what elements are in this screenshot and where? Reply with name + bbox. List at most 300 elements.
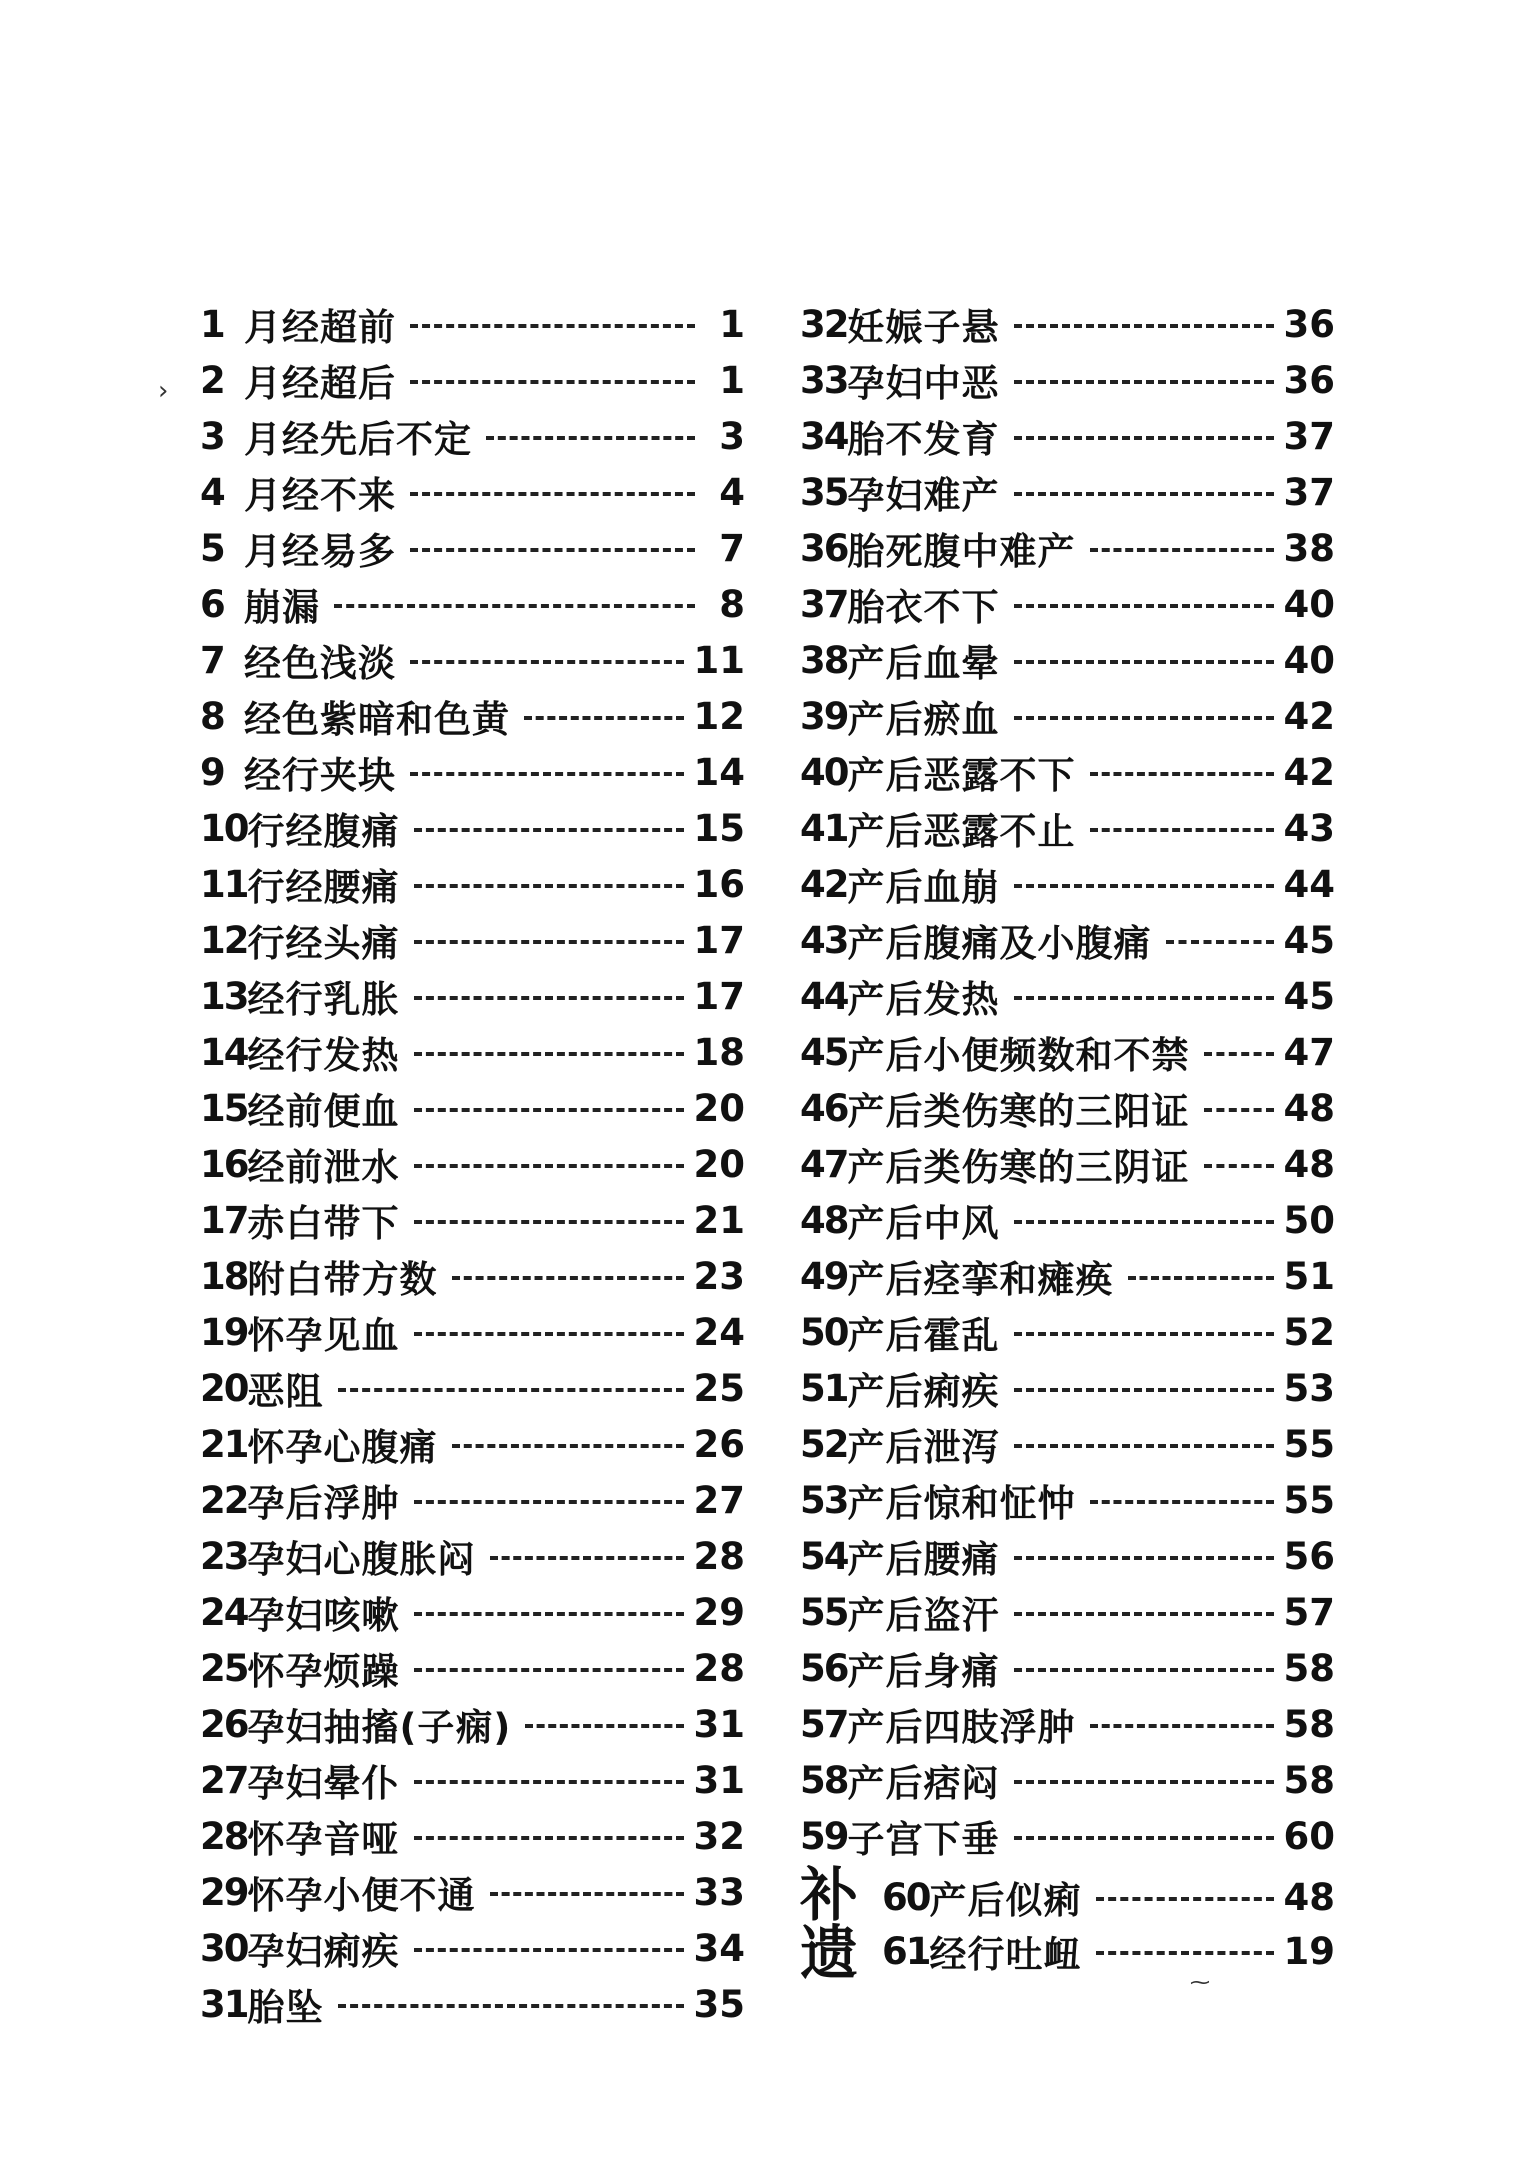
dotted-leader [410,548,695,552]
toc-entry [882,1924,1335,1978]
entry-title: 产后类伤寒的三阳证 [847,1090,1190,1133]
entry-page-number: 12 [693,694,745,738]
entry-page-number: 58 [1283,1758,1335,1802]
dotted-leader [1014,1220,1274,1224]
entry-title: 怀孕小便不通 [247,1874,476,1917]
toc-entry [200,800,745,856]
entry-title: 产后血崩 [847,866,1000,909]
entry-number: 38 [800,638,848,682]
entry-title: 月经超后 [244,362,396,405]
entry-page-number: 8 [719,582,745,626]
entry-page-number: 17 [693,974,745,1018]
toc-entry [200,1136,745,1192]
entry-number: 20 [200,1366,248,1410]
entry-title: 赤白带下 [247,1202,400,1245]
entry-number: 46 [800,1086,848,1130]
entry-title: 怀孕音哑 [247,1818,400,1861]
entry-number: 49 [800,1254,848,1298]
entry-page-number: 48 [1283,1875,1335,1919]
entry-page-number: 17 [693,918,745,962]
toc-entry [800,1360,1335,1416]
entry-page-number: 42 [1283,750,1335,794]
entry-title: 怀孕见血 [247,1314,400,1357]
entry-page-number: 57 [1283,1590,1335,1634]
entry-title: 产后痢疾 [847,1370,1000,1413]
entry-title: 孕后浮肿 [247,1482,400,1525]
entry-page-number: 48 [1283,1086,1335,1130]
dotted-leader [1014,884,1274,888]
entry-title: 产后中风 [847,1202,1000,1245]
entry-title: 孕妇难产 [847,474,1000,517]
toc-entry [200,1752,745,1808]
entry-number: 59 [800,1814,848,1858]
toc-entry [200,520,745,576]
entry-number: 17 [200,1198,248,1242]
entry-page-number: 34 [693,1926,745,1970]
toc-entry [800,1584,1335,1640]
entry-number: 47 [800,1142,848,1186]
dotted-leader [1204,1164,1274,1168]
entry-title: 产后身痛 [847,1650,1000,1693]
dotted-leader [414,940,684,944]
entry-number: 11 [200,862,248,906]
entry-number: 14 [200,1030,248,1074]
entry-title: 经行吐衄 [929,1933,1082,1976]
dotted-leader [490,1556,684,1560]
entry-number: 30 [200,1926,248,1970]
entry-title: 孕妇痢疾 [247,1930,400,1973]
entry-page-number: 47 [1283,1030,1335,1074]
entry-number: 50 [800,1310,848,1354]
entry-page-number: 35 [693,1982,745,2026]
entry-number: 25 [200,1646,248,1690]
entry-title: 经行发热 [247,1034,400,1077]
entry-number: 23 [200,1534,248,1578]
entry-title: 产后痞闷 [847,1762,1000,1805]
toc-entry [800,464,1335,520]
entry-page-number: 50 [1283,1198,1335,1242]
toc-entry [200,576,745,632]
entry-page-number: 7 [719,526,745,570]
entry-number: 56 [800,1646,848,1690]
toc-entry [200,1304,745,1360]
dotted-leader [1090,548,1274,552]
toc-entry [200,464,745,520]
toc-entry [200,1472,745,1528]
toc-entry [800,1696,1335,1752]
toc-right-column [800,296,1335,1987]
entry-page-number: 60 [1283,1814,1335,1858]
dotted-leader [414,996,684,1000]
entry-page-number: 25 [693,1366,745,1410]
toc-entry [200,856,745,912]
scan-speck: ⁓ [1190,1970,1210,1994]
toc-entry [200,1360,745,1416]
toc-entry [200,1192,745,1248]
entry-page-number: 18 [693,1030,745,1074]
entry-number: 8 [200,694,224,738]
dotted-leader [1096,1897,1274,1901]
dotted-leader [1014,1332,1274,1336]
toc-entry [200,1696,745,1752]
dotted-leader [1090,1500,1274,1504]
entry-number: 31 [200,1982,248,2026]
toc-entry [200,1024,745,1080]
entry-title: 孕妇晕仆 [247,1762,400,1805]
toc-entry [800,520,1335,576]
entry-title: 月经先后不定 [244,418,472,461]
scan-speck: › [158,376,169,406]
entry-number: 9 [200,750,224,794]
entry-title: 月经易多 [244,530,396,573]
entry-title: 妊娠子悬 [847,306,1000,349]
dotted-leader [1204,1108,1274,1112]
dotted-leader [1204,1052,1274,1056]
supplement-label: 补遗 [800,1861,853,1987]
toc-entry [800,1024,1335,1080]
toc-entry [200,296,745,352]
entry-number: 15 [200,1086,248,1130]
entry-number: 55 [800,1590,848,1634]
toc-entry [200,1920,745,1976]
entry-title: 孕妇中恶 [847,362,1000,405]
entry-title: 产后痉挛和瘫痪 [847,1258,1114,1301]
dotted-leader [1014,1780,1274,1784]
entry-number: 53 [800,1478,848,1522]
dotted-leader [486,436,695,440]
entry-page-number: 43 [1283,806,1335,850]
toc-entry [800,1080,1335,1136]
dotted-leader [1014,1556,1274,1560]
entry-title: 产后腹痛及小腹痛 [847,922,1152,965]
entry-page-number: 58 [1283,1702,1335,1746]
toc-entry [800,912,1335,968]
entry-title: 行经腰痛 [247,866,400,909]
entry-page-number: 48 [1283,1142,1335,1186]
toc-entry [200,1248,745,1304]
entry-title: 孕妇抽搐(子痫) [247,1706,512,1749]
toc-entry [800,1640,1335,1696]
entry-title: 附白带方数 [247,1258,438,1301]
entry-number: 60 [882,1875,930,1919]
entry-page-number: 23 [693,1254,745,1298]
entry-title: 产后类伤寒的三阴证 [847,1146,1190,1189]
entry-number: 26 [200,1702,248,1746]
dotted-leader [524,716,684,720]
dotted-leader [1014,1612,1274,1616]
entry-number: 37 [800,582,848,626]
entry-title: 产后似痢 [929,1879,1082,1922]
dotted-leader [1014,660,1274,664]
entry-title: 恶阻 [247,1370,324,1413]
toc-entry [800,1752,1335,1808]
entry-number: 40 [800,750,848,794]
toc-entry [800,800,1335,856]
entry-title: 产后霍乱 [847,1314,1000,1357]
dotted-leader [1014,380,1274,384]
dotted-leader [410,772,684,776]
dotted-leader [338,2004,684,2008]
entry-page-number: 40 [1283,582,1335,626]
entry-page-number: 45 [1283,918,1335,962]
toc-entry [200,632,745,688]
entry-title: 产后血晕 [847,642,1000,685]
dotted-leader [1014,1668,1274,1672]
entry-page-number: 31 [693,1702,745,1746]
entry-title: 月经不来 [244,474,396,517]
dotted-leader [414,1948,684,1952]
dotted-leader [1014,436,1274,440]
dotted-leader [1090,1724,1274,1728]
entry-number: 6 [200,582,224,626]
dotted-leader [414,1332,684,1336]
entry-title: 怀孕烦躁 [247,1650,400,1693]
entry-page-number: 3 [719,414,745,458]
toc-entry [800,576,1335,632]
entry-page-number: 28 [693,1534,745,1578]
entry-title: 产后泄泻 [847,1426,1000,1469]
supplement-entries [882,1870,1335,1978]
dotted-leader [1096,1951,1274,1955]
entry-title: 胎死腹中难产 [847,530,1076,573]
dotted-leader [1128,1276,1274,1280]
entry-title: 崩漏 [244,586,320,629]
entry-page-number: 27 [693,1478,745,1522]
entry-page-number: 20 [693,1142,745,1186]
dotted-leader [414,884,684,888]
entry-number: 34 [800,414,848,458]
dotted-leader [410,660,684,664]
dotted-leader [1014,604,1274,608]
entry-page-number: 1 [719,302,745,346]
entry-page-number: 55 [1283,1478,1335,1522]
entry-page-number: 53 [1283,1366,1335,1410]
toc-entry [882,1870,1335,1924]
entry-page-number: 36 [1283,358,1335,402]
toc-right-entries [800,296,1335,1864]
dotted-leader [414,1612,684,1616]
entry-number: 29 [200,1870,248,1914]
dotted-leader [1014,1836,1274,1840]
entry-page-number: 19 [1283,1929,1335,1973]
entry-number: 21 [200,1422,248,1466]
dotted-leader [490,1892,684,1896]
entry-page-number: 26 [693,1422,745,1466]
toc-entry [200,352,745,408]
dotted-leader [338,1388,684,1392]
dotted-leader [452,1276,684,1280]
entry-title: 月经超前 [244,306,396,349]
dotted-leader [1014,716,1274,720]
entry-number: 32 [800,302,848,346]
dotted-leader [1014,1388,1274,1392]
entry-number: 43 [800,918,848,962]
entry-title: 产后小便频数和不禁 [847,1034,1190,1077]
entry-page-number: 33 [693,1870,745,1914]
toc-entry [200,1976,745,2032]
entry-number: 3 [200,414,224,458]
entry-page-number: 14 [693,750,745,794]
toc-entry [800,1304,1335,1360]
toc-entry [800,408,1335,464]
dotted-leader [1014,1444,1274,1448]
entry-title: 产后盗汗 [847,1594,1000,1637]
entry-title: 经色浅淡 [244,642,396,685]
entry-page-number: 45 [1283,974,1335,1018]
dotted-leader [1014,324,1274,328]
toc-entry [800,968,1335,1024]
toc-entry [800,688,1335,744]
entry-page-number: 58 [1283,1646,1335,1690]
toc-entry [800,1808,1335,1864]
entry-number: 28 [200,1814,248,1858]
entry-title: 产后瘀血 [847,698,1000,741]
toc-entry [200,408,745,464]
dotted-leader [1014,492,1274,496]
entry-page-number: 51 [1283,1254,1335,1298]
entry-title: 经行乳胀 [247,978,400,1021]
entry-page-number: 24 [693,1310,745,1354]
entry-title: 怀孕心腹痛 [247,1426,438,1469]
entry-page-number: 32 [693,1814,745,1858]
toc-entry [800,1416,1335,1472]
dotted-leader [414,828,684,832]
entry-page-number: 42 [1283,694,1335,738]
entry-title: 经行夹块 [244,754,396,797]
entry-number: 7 [200,638,224,682]
toc-entry [200,1808,745,1864]
toc-entry [200,1416,745,1472]
entry-number: 51 [800,1366,848,1410]
entry-number: 18 [200,1254,248,1298]
entry-number: 54 [800,1534,848,1578]
dotted-leader [414,1668,684,1672]
toc-entry [800,1248,1335,1304]
dotted-leader [1090,828,1274,832]
entry-number: 41 [800,806,848,850]
toc-entry [200,1864,745,1920]
entry-page-number: 21 [693,1198,745,1242]
entry-title: 产后恶露不止 [847,810,1076,853]
entry-page-number: 31 [693,1758,745,1802]
dotted-leader [414,1836,684,1840]
entry-page-number: 20 [693,1086,745,1130]
toc-entry [200,1640,745,1696]
dotted-leader [1166,940,1274,944]
entry-number: 5 [200,526,224,570]
entry-page-number: 55 [1283,1422,1335,1466]
dotted-leader [414,1780,684,1784]
entry-number: 19 [200,1310,248,1354]
entry-title: 行经腹痛 [247,810,400,853]
entry-page-number: 16 [693,862,745,906]
toc-entry [800,1136,1335,1192]
entry-number: 42 [800,862,848,906]
toc-entry [800,1472,1335,1528]
dotted-leader [1014,996,1274,1000]
entry-page-number: 4 [719,470,745,514]
entry-number: 39 [800,694,848,738]
dotted-leader [410,492,695,496]
dotted-leader [1090,772,1274,776]
entry-page-number: 38 [1283,526,1335,570]
entry-number: 57 [800,1702,848,1746]
toc-entry [800,856,1335,912]
toc-entry [200,1080,745,1136]
dotted-leader [410,380,695,384]
toc-entry [800,1192,1335,1248]
entry-page-number: 52 [1283,1310,1335,1354]
entry-number: 27 [200,1758,248,1802]
entry-number: 1 [200,302,224,346]
entry-page-number: 11 [693,638,745,682]
entry-title: 子宫下垂 [847,1818,1000,1861]
entry-number: 22 [200,1478,248,1522]
entry-title: 孕妇咳嗽 [247,1594,400,1637]
toc-entry [200,1584,745,1640]
toc-entry [200,1528,745,1584]
dotted-leader [525,1724,683,1728]
entry-title: 产后腰痛 [847,1538,1000,1581]
entry-title: 胎不发育 [847,418,1000,461]
entry-number: 48 [800,1198,848,1242]
entry-page-number: 36 [1283,302,1335,346]
toc-entry [800,296,1335,352]
entry-number: 2 [200,358,224,402]
entry-page-number: 56 [1283,1534,1335,1578]
toc-entry [800,1528,1335,1584]
entry-title: 经色紫暗和色黄 [244,698,510,741]
entry-page-number: 29 [693,1590,745,1634]
toc-entry [200,968,745,1024]
entry-title: 经前泄水 [247,1146,400,1189]
entry-title: 孕妇心腹胀闷 [247,1538,476,1581]
entry-page-number: 28 [693,1646,745,1690]
entry-number: 61 [882,1929,930,1973]
entry-page-number: 1 [719,358,745,402]
toc-entry [200,688,745,744]
entry-number: 4 [200,470,224,514]
dotted-leader [452,1444,684,1448]
entry-title: 产后恶露不下 [847,754,1076,797]
entry-title: 行经头痛 [247,922,400,965]
toc-entry [200,744,745,800]
entry-title: 胎坠 [247,1986,324,2029]
dotted-leader [414,1164,684,1168]
dotted-leader [414,1220,684,1224]
entry-number: 10 [200,806,248,850]
dotted-leader [414,1052,684,1056]
toc-left-column [200,296,745,2032]
entry-page-number: 44 [1283,862,1335,906]
toc-entry [800,352,1335,408]
supplement-section [800,1861,1335,1987]
entry-number: 24 [200,1590,248,1634]
entry-title: 产后惊和怔忡 [847,1482,1076,1525]
entry-title: 产后发热 [847,978,1000,1021]
toc-entry [800,632,1335,688]
dotted-leader [414,1500,684,1504]
entry-number: 44 [800,974,848,1018]
entry-number: 35 [800,470,848,514]
entry-number: 16 [200,1142,248,1186]
entry-page-number: 15 [693,806,745,850]
entry-page-number: 37 [1283,470,1335,514]
dotted-leader [414,1108,684,1112]
entry-number: 45 [800,1030,848,1074]
dotted-leader [334,604,695,608]
entry-title: 经前便血 [247,1090,400,1133]
